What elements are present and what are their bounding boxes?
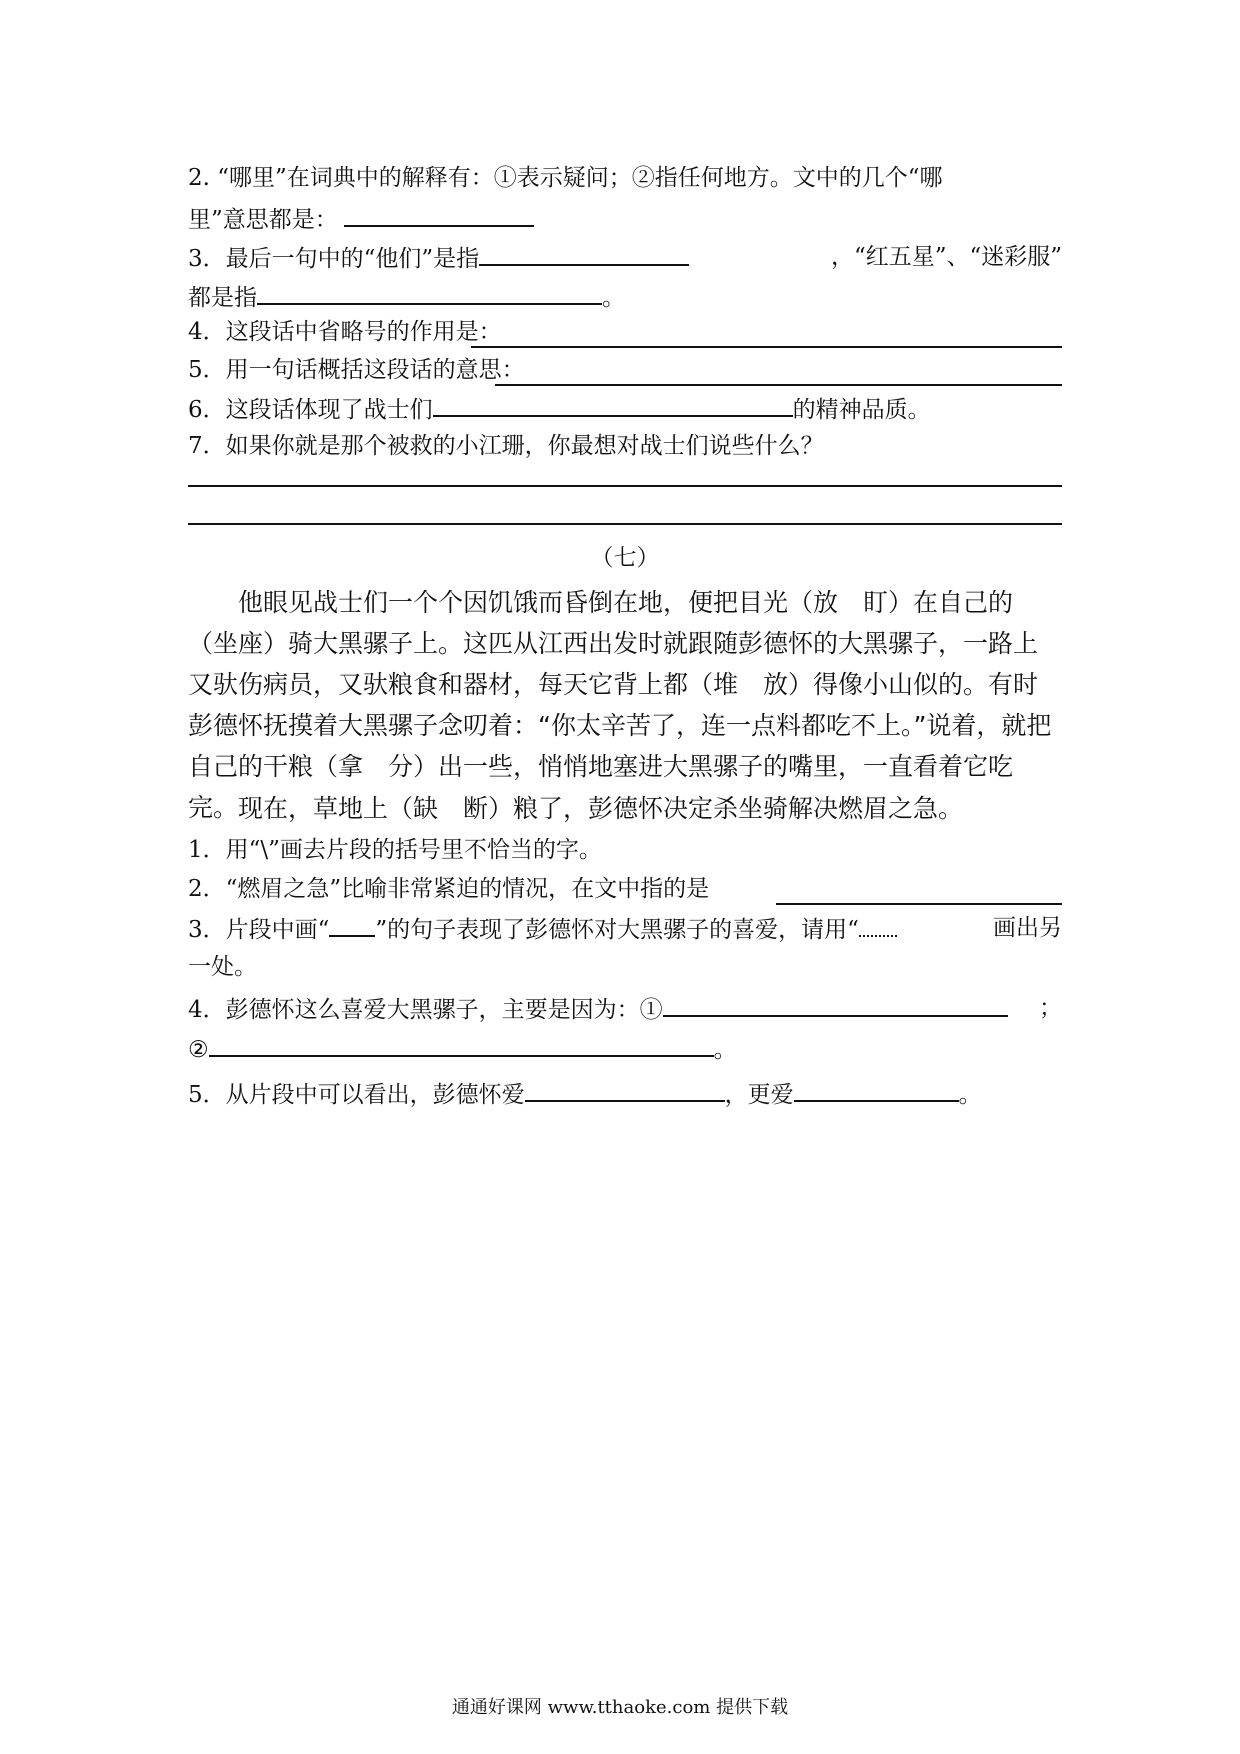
q6-question-5-text: 5．用一句话概括这段话的意思： xyxy=(188,357,525,383)
q7-question-3-line2: 一处。 xyxy=(188,954,257,980)
answer-blank[interactable] xyxy=(663,993,1008,1017)
passage-paragraph-2: 现在，草地上（缺 断）粮了，彭德怀决定杀坐骑解决燃眉之急。 xyxy=(238,794,964,823)
answer-blank[interactable] xyxy=(525,1078,725,1102)
q7-question-5-text-b: ，更爱 xyxy=(724,1082,794,1108)
answer-blank[interactable] xyxy=(471,346,1062,348)
q7-question-3-text-c: 画出另 xyxy=(993,915,1062,941)
q7-question-1: 1．用“\”画去片段的括号里不恰当的字。 xyxy=(188,837,602,863)
q6-question-4-text: 4．这段话中省略号的作用是： xyxy=(188,319,502,345)
q7-question-3-text-b: ”的句子表现了彭德怀对大黑骡子的喜爱，请用“ xyxy=(375,917,859,943)
underline-sample xyxy=(329,913,375,937)
answer-blank[interactable] xyxy=(794,1078,959,1102)
q7-question-2 xyxy=(188,874,709,904)
q7-question-4-text-c: ② xyxy=(188,1037,209,1063)
q6-question-4 xyxy=(188,317,502,347)
q6-question-6 xyxy=(188,393,931,425)
answer-blank[interactable] xyxy=(479,242,689,266)
answer-blank[interactable] xyxy=(257,281,602,305)
q6-question-6-text-b: 的精神品质。 xyxy=(792,397,931,423)
q7-question-2-text: 2．“燃眉之急”比喻非常紧迫的情况，在文中指的是 xyxy=(188,876,710,902)
answer-line[interactable] xyxy=(188,523,1062,525)
q6-question-2-line2 xyxy=(188,203,534,235)
q6-question-3-text-b: ，“红五星”、“迷彩服” xyxy=(830,244,1062,270)
wavy-underline-sample xyxy=(859,917,897,937)
answer-line[interactable] xyxy=(188,485,1062,487)
q6-question-7: 7．如果你就是那个被救的小江珊，你最想对战士们说些什么？ xyxy=(188,433,824,459)
q6-question-3-text-a: 3．最后一句中的“他们”是指 xyxy=(188,246,480,272)
reading-passage-2 xyxy=(188,788,1062,829)
q7-question-4-line1 xyxy=(188,993,1062,1025)
q7-question-5 xyxy=(188,1078,982,1110)
q6-question-2-text: 里”意思都是： xyxy=(188,207,338,233)
q6-question-3-line1 xyxy=(188,242,1062,274)
q7-question-4-text-b: ； xyxy=(1039,995,1062,1021)
answer-blank[interactable] xyxy=(433,393,793,417)
q7-question-4-text-d: 。 xyxy=(713,1037,737,1063)
q6-question-3-text-d: 。 xyxy=(602,285,625,311)
q6-question-3-line2 xyxy=(188,281,625,313)
q6-question-3-text-c: 都是指 xyxy=(188,285,257,311)
passage-paragraph-1: 他眼见战士们一个个因饥饿而昏倒在地，便把目光（放 盯）在自己的（坐座）骑大黑骡子上。这匹从江西出发时就跟随彭德怀的大黑骡子，一路上又驮伤病员，又驮粮食和器材，每天它背上都（堆 放）得像小山似的。有时彭德怀抚摸着大黑骡子念叨着：“你太辛苦了，连一点料都吃不上。”说着，就把自己的干粮（拿 分）出一些，悄悄地塞进大黑骡子的嘴里，一直看着它吃完。 xyxy=(188,588,1052,822)
q7-question-5-text-c: 。 xyxy=(958,1082,982,1108)
q6-question-5 xyxy=(188,355,525,385)
q6-question-6-text-a: 6．这段话体现了战士们 xyxy=(188,397,433,423)
section-title: （七） xyxy=(590,545,660,571)
q7-question-3-text-a: 3．片段中画“ xyxy=(188,917,330,943)
q7-question-4-text-a: 4．彭德怀这么喜爱大黑骡子，主要是因为：① xyxy=(188,997,663,1023)
answer-blank[interactable] xyxy=(209,1033,714,1057)
answer-blank[interactable] xyxy=(344,203,534,227)
answer-blank[interactable] xyxy=(495,384,1062,386)
q7-question-5-text-a: 5．从片段中可以看出，彭德怀爱 xyxy=(188,1082,525,1108)
page-footer: 通通好课网 www.tthaoke.com 提供下载 xyxy=(451,1697,789,1718)
q7-question-3-line1 xyxy=(188,913,1062,945)
answer-blank[interactable] xyxy=(776,903,1062,905)
q6-question-2-line1: 2. “哪里”在词典中的解释有：①表示疑问；②指任何地方。文中的几个“哪 xyxy=(188,165,943,191)
q7-question-4-line2 xyxy=(188,1033,737,1065)
